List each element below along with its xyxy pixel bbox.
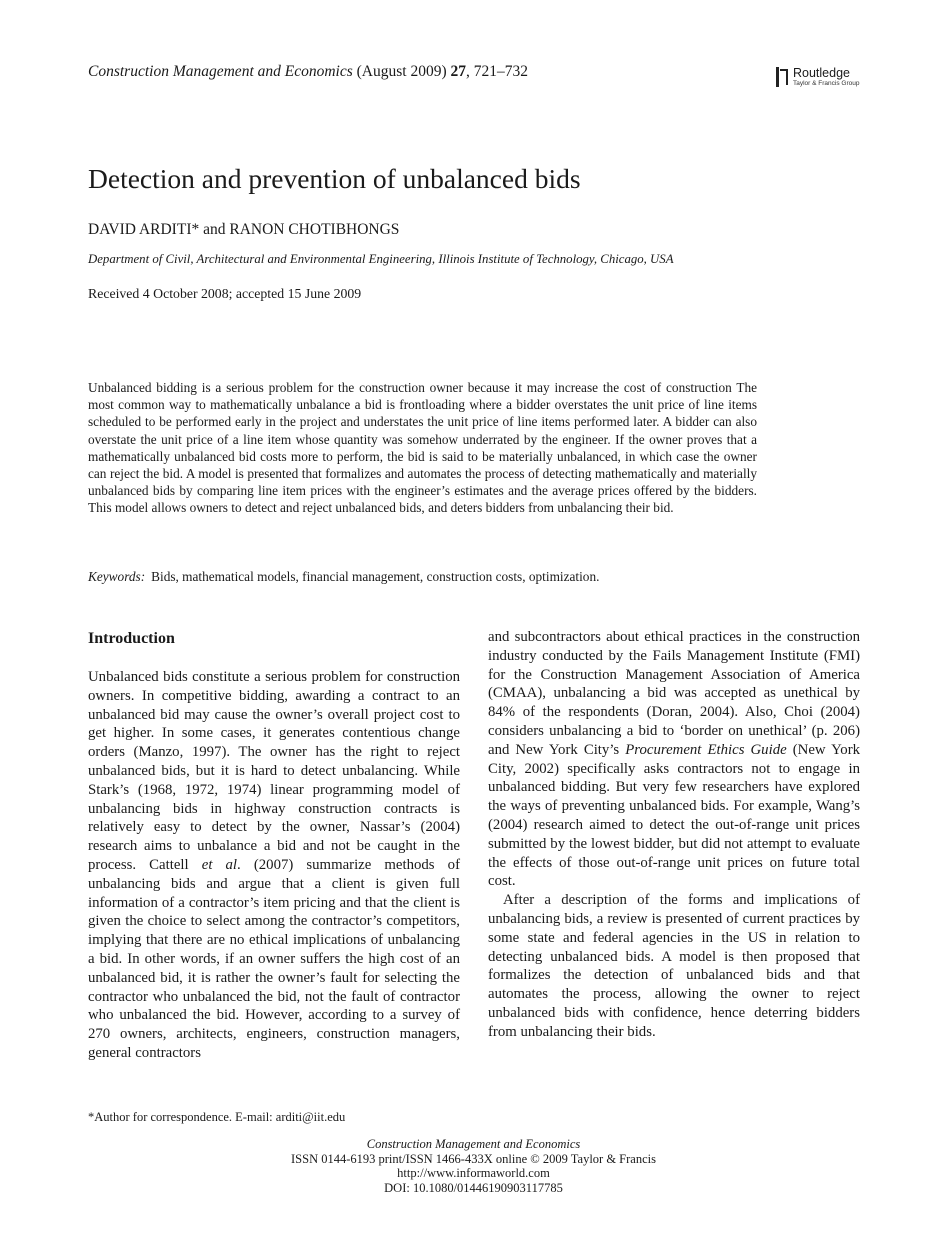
journal-citation bbox=[88, 63, 528, 81]
paragraph-text: (New York City, 2002) specifically asks contractors not to engage in unbalanced bidding. But very few researchers have explored the ways of preventing unbalanced bids. For example, Wang’s (2004) research aimed to detect the out-of-range unit prices submitted by the lowest bidder, but did not attempt to evaluate the effects of those out-of-range unit prices on future total cost. bbox=[488, 741, 861, 890]
page-footer bbox=[0, 1137, 947, 1195]
issue-date: (August 2009) bbox=[356, 63, 447, 80]
keywords bbox=[88, 569, 599, 585]
article-title: Detection and prevention of unbalanced bids bbox=[88, 163, 581, 194]
keywords-text: Bids, mathematical models, financial management, construction costs, optimization. bbox=[151, 569, 600, 584]
keywords-label: Keywords: bbox=[88, 569, 146, 584]
affiliation: Department of Civil, Architectural and Environmental Engineering, Illinois Institute of Technology, Chicago, USA bbox=[88, 252, 674, 266]
footer-journal: Construction Management and Economics bbox=[366, 1137, 581, 1151]
routledge-logo-icon bbox=[776, 67, 789, 87]
section-heading-introduction: Introduction bbox=[88, 630, 175, 647]
author-footnote: *Author for correspondence. E-mail: arditi@iit.edu bbox=[88, 1110, 346, 1124]
volume-number: 27 bbox=[450, 63, 466, 80]
logo-subtitle: Taylor & Francis Group bbox=[793, 80, 860, 87]
page-range: , 721–732 bbox=[466, 63, 528, 80]
paragraph: After a description of the forms and implications of unbalancing bids, a review is presented of current practices by some state and federal agencies in the US in relation to detecting unbalanced bids. A model is then proposed that formalizes the detection of unbalanced bids and that automates the process, allowing the owner to reject unbalanced bids with confidence, hence deterring bidders from unbalancing their bids. bbox=[488, 892, 860, 1040]
paragraph bbox=[488, 628, 860, 891]
author-list: DAVID ARDITI* and RANON CHOTIBHONGS bbox=[88, 221, 400, 238]
received-dates: Received 4 October 2008; accepted 15 June 2009 bbox=[88, 286, 362, 301]
journal-name: Construction Management and Economics bbox=[88, 63, 353, 80]
right-column bbox=[488, 628, 860, 1042]
paragraph-text: and subcontractors about ethical practices in the construction industry conducted by the Fails Management Institute (FMI) for the Construction Management Association of America (CMAA), unbalancing a bid was accepted as unethical by 84% of the respondents (Doran, 2004). Also, Choi (2004) considers unbalancing a bid to ‘border on unethical’ (p. 206) and New York City’s bbox=[488, 629, 860, 758]
abstract: Unbalanced bidding is a serious problem for the construction owner because it may increase the cost of construction The most common way to mathematically unbalance a bid is frontloading where a bidder overstates the unit price of line items scheduled to be performed early in the project and understates the unit price of line items performed later. A bidder can also overstate the unit price of a line item whose quantity was somehow underrated by the engineer. If the owner proves that a mathematically unbalanced bid costs more to perform, the bid is said to be materially unbalanced, in which case the owner can reject the bid. A model is presented that formalizes and automates the process of detecting mathematically and materially unbalanced bids by comparing line item prices with the engineer’s estimates and the average prices offered by the bidders. This model allows owners to detect and reject unbalanced bids, and deters bidders from unbalancing their bid. bbox=[88, 380, 757, 516]
paragraph-text: . (2007) summarize methods of unbalancing bids and argue that a client is given full information of a contractor’s item pricing and that the client is given the choice to select among the contractor’s competitors, implying that there are no ethical implications of unbalancing a bid. In other words, if an owner suffers the high cost of an unbalanced bid, it is rather the owner’s fault for selecting the contractor who unbalanced the bid, not the fault of contractor who unbalanced the bid. However, according to a survey of 270 owners, architects, engineers, construction managers, general contractors bbox=[88, 856, 460, 1061]
paragraph-text: Unbalanced bids constitute a serious problem for construction owners. In competitive bidding, awarding a contract to an unbalanced bid may cause the owner’s overall project cost to get higher. In some cases, it generates contentious change orders (Manzo, 1997). The owner has the right to reject unbalanced bids, but it is hard to detect unbalancing. While Stark’s (1968, 1972, 1974) linear programming model of unbalancing bids in highway construction contracts is relatively easy to detect by the owner, Nassar’s (2004) research aims to unbalance a bid and not be caught in the process. Cattell bbox=[88, 669, 460, 873]
footer-doi: DOI: 10.1080/01446190903117785 bbox=[384, 1180, 563, 1195]
paragraph bbox=[88, 668, 460, 1063]
footer-issn: ISSN 0144-6193 print/ISSN 1466-433X online © 2009 Taylor & Francis bbox=[291, 1151, 656, 1166]
footer-url: http://www.informaworld.com bbox=[397, 1166, 550, 1180]
italic-text: et al bbox=[201, 856, 238, 873]
italic-text: Procurement Ethics Guide bbox=[625, 741, 787, 758]
publisher-logo bbox=[776, 67, 859, 88]
left-column bbox=[88, 628, 460, 1063]
logo-brand: Routledge bbox=[793, 66, 850, 80]
